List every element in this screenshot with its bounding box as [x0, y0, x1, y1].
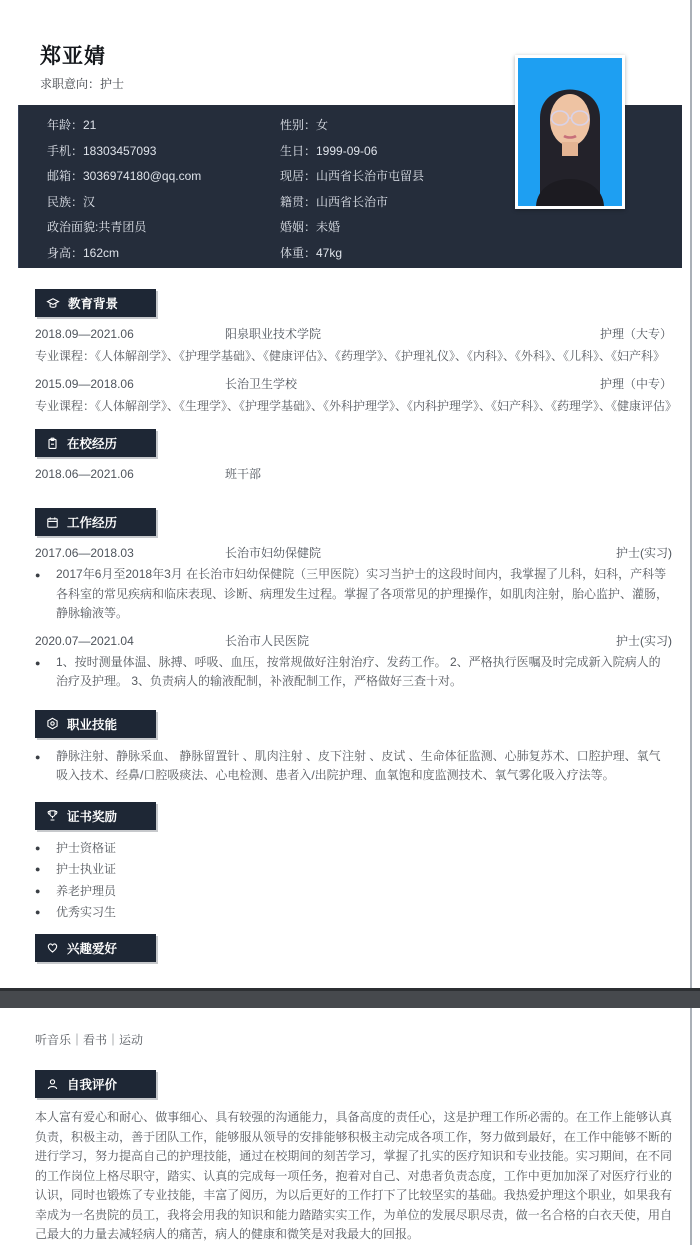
work-description: ● 1、按时测量体温、脉搏、呼吸、血压，按常规做好注射治疗、发药工作。 2、严格执行医嘱及时完成新入院病人的治疗及护理。 3、负责病人的输液配制，补液配制工作，严格做好三查十对。 — [35, 653, 672, 692]
entry-major: 护理（中专） — [599, 376, 672, 391]
section-title: 兴趣爱好 — [67, 941, 118, 956]
skills-description: ● 静脉注射、静脉采血、 静脉留置针 、肌肉注射 、皮下注射 、皮试 、生命体征监测、心肺复苏术、口腔护理、氧气吸入技术、经鼻/口腔吸痰法、心电检测、患者入/出院护理、血氧饱和度监测技术、氧气雾化吸入疗法等。 — [35, 747, 672, 786]
entry-position: 护士(实习) — [616, 546, 672, 560]
section-title: 自我评价 — [67, 1078, 118, 1092]
entry-employer: 长治市人民医院 — [225, 633, 310, 648]
entry-date: 2017.06—2018.03 — [35, 546, 134, 560]
person-icon — [46, 1078, 59, 1091]
entry-employer: 长治市妇幼保健院 — [225, 546, 322, 560]
calendar-icon — [46, 516, 59, 529]
bullet-icon: ● — [35, 751, 41, 762]
entry-date: 2015.09—2018.06 — [35, 376, 134, 391]
job-intention: 求职意向：护士 — [40, 77, 125, 91]
info-row — [47, 241, 682, 267]
info-email: 邮箱：3036974180@qq.com — [47, 169, 202, 183]
portrait-illustration — [518, 58, 622, 206]
work-entry — [35, 633, 672, 649]
self-evaluation-text: 本人富有爱心和耐心、做事细心、具有较强的沟通能力，具备高度的责任心，这是护理工作所必需的。在工作上能够认真负责，积极主动，善于团队工作，能够服从领导的安排能够积极主动完成各项工作，努力做到最好，在工作中能够不断的进行学习，努力提高自己的护理技能，通过在校期间的刻苦学习，掌握了扎实的医疗知识和专业技能。实习期间，在不同的工作岗位上格尽职守，踏实、认真的完成每一项任务，抱着对自己、对患者负责态度，工作中更加加深了对医疗行业的认识，同时也锻炼了专业技能，丰富了阅历，为以后更好的工作打下了比较坚实的基础。我热爱护理这个职业，如果我有幸成为一名贵院的员工，我将会用我的知识和能力踏踏实实工作，为单位的发展尽职尽责，做一名合格的白衣天使，用自己最大的力量去减轻病人的痛苦，病人的健康和微笑是对我最大的回报。 — [35, 1110, 672, 1241]
info-phone: 手机：18303457093 — [47, 143, 157, 158]
entry-school: 长治卫生学校 — [225, 376, 298, 391]
certificate-item: ● 护士执业证 — [35, 859, 672, 881]
certificate-item: ● 优秀实习生 — [35, 902, 672, 924]
section-header-self-evaluation — [35, 1070, 156, 1098]
bullet-icon: ● — [35, 864, 41, 874]
section-header-certificates — [35, 802, 156, 830]
entry-major: 护理（大专） — [599, 327, 672, 341]
section-header-education — [35, 289, 156, 317]
id-photo — [515, 55, 625, 209]
hobbies-content: 听音乐｜看书｜运动 — [35, 1033, 144, 1047]
resume-page-2 — [10, 1008, 692, 1245]
section-title: 工作经历 — [67, 516, 118, 530]
certificate-list — [35, 838, 672, 924]
section-header-school-experience — [35, 429, 156, 457]
education-entry — [35, 376, 672, 392]
info-ethnicity: 民族：汉 — [47, 194, 96, 209]
info-native-place: 籍贯：山西省长治市 — [280, 194, 389, 209]
bullet-icon: ● — [35, 885, 41, 896]
entry-date: 2020.07—2021.04 — [35, 633, 134, 648]
section-title: 职业技能 — [67, 717, 118, 732]
section-title: 在校经历 — [67, 437, 118, 451]
bullet-icon: ● — [35, 570, 41, 580]
info-gender: 性别：女 — [280, 118, 329, 132]
info-row — [47, 215, 682, 241]
page-break-separator — [0, 988, 700, 1008]
education-courses: 专业课程：《人体解剖学》、《生理学》、《护理学基础》、《外科护理学》、《内科护理学》、《妇产科》、《药理学》、《健康评估》 — [35, 398, 678, 413]
entry-role: 班干部 — [225, 467, 262, 481]
info-weight: 体重：47kg — [280, 245, 343, 260]
candidate-name: 郑亚婧 — [40, 45, 106, 68]
entry-date: 2018.06—2021.06 — [35, 467, 134, 481]
certificate-item: ● 养老护理员 — [35, 881, 672, 903]
work-entry — [35, 545, 672, 561]
education-courses: 专业课程：《人体解剖学》、《护理学基础》、《健康评估》、《药理学》、《护理礼仪》、《内科》、《外科》、《儿科》、《妇产科》 — [35, 349, 666, 363]
section-title: 教育背景 — [68, 297, 119, 311]
entry-school: 阳泉职业技术学院 — [225, 327, 322, 341]
graduation-cap-icon — [46, 297, 60, 310]
clipboard-icon — [46, 437, 59, 450]
entry-position: 护士(实习) — [616, 633, 672, 648]
education-entry — [35, 326, 672, 342]
section-header-hobbies — [35, 934, 156, 962]
entry-date: 2018.09—2021.06 — [35, 327, 134, 341]
school-experience-entry — [35, 466, 672, 482]
mouth — [564, 136, 576, 138]
bullet-icon: ● — [35, 657, 41, 668]
gear-icon — [46, 717, 59, 730]
trophy-icon — [46, 809, 59, 822]
info-age: 年龄：21 — [47, 118, 97, 132]
resume-page-1 — [10, 0, 692, 988]
bullet-icon: ● — [35, 842, 41, 853]
info-marital-status: 婚姻：未婚 — [280, 220, 341, 234]
section-title: 证书奖励 — [67, 809, 118, 824]
info-residence: 现居：山西省长治市屯留县 — [280, 169, 425, 183]
work-description: ● 2017年6月至2018年3月 在长治市妇幼保健院（三甲医院）实习当护士的这段时间内，我掌握了儿科，妇科，产科等各科室的常见疾病和临床表现、诊断、病理发生过程。掌握了各项常见的护理操作，如肌肉注射，胎心监护、灌肠，静脉输液等。 — [35, 565, 672, 624]
section-header-work-experience — [35, 508, 156, 536]
certificate-item: ● 护士资格证 — [35, 838, 672, 860]
heart-icon — [46, 941, 59, 954]
bullet-icon: ● — [35, 907, 41, 917]
info-birthday: 生日：1999-09-06 — [280, 143, 378, 158]
section-header-skills — [35, 710, 156, 738]
info-height: 身高：162cm — [47, 245, 120, 260]
info-political-status: 政治面貌:共青团员 — [47, 220, 147, 234]
